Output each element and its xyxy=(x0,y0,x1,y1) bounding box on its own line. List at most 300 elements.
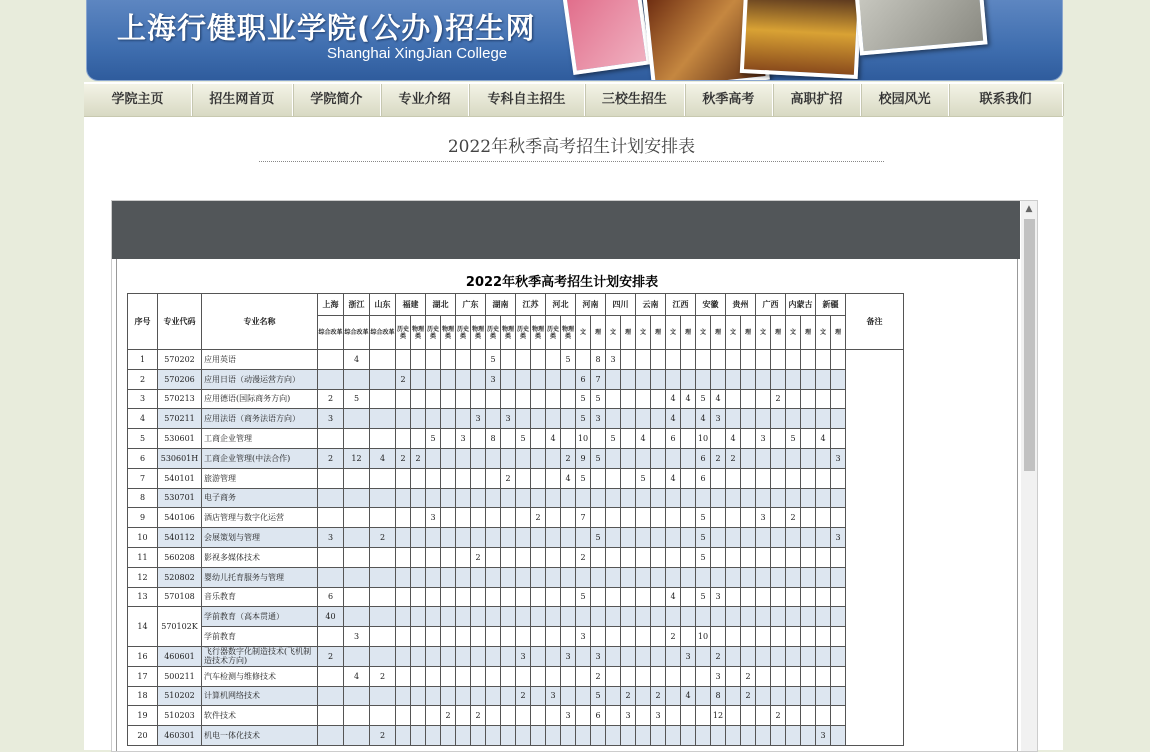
cell-value xyxy=(370,607,396,627)
cell-value: 2 xyxy=(786,508,801,528)
nav-item-7[interactable]: 高职扩招 xyxy=(773,84,861,116)
cell-value xyxy=(561,488,576,508)
cell-seq: 17 xyxy=(128,666,158,686)
cell-value xyxy=(486,646,501,666)
cell-value xyxy=(426,627,441,647)
cell-value xyxy=(711,468,726,488)
table-row xyxy=(128,547,904,567)
cell-value xyxy=(531,350,546,370)
cell-value xyxy=(370,706,396,726)
cell-value xyxy=(426,409,441,429)
cell-value xyxy=(318,726,344,746)
cell-value: 5 xyxy=(696,528,711,548)
cell-value xyxy=(370,369,396,389)
cell-code: 570206 xyxy=(158,369,202,389)
cell-value xyxy=(546,607,561,627)
cell-code: 540106 xyxy=(158,508,202,528)
cell-value xyxy=(726,488,741,508)
header-subcategory: 物理类 xyxy=(471,316,486,350)
header-subcategory: 理 xyxy=(621,316,636,350)
header-province: 内蒙古 xyxy=(786,294,816,316)
cell-value xyxy=(344,409,370,429)
cell-value xyxy=(531,409,546,429)
cell-value xyxy=(651,547,666,567)
nav-item-8[interactable]: 校园风光 xyxy=(861,84,949,116)
cell-value: 2 xyxy=(318,448,344,468)
cell-value xyxy=(426,488,441,508)
cell-value xyxy=(621,627,636,647)
cell-name: 飞行器数字化制造技术(飞机制造技术方向) xyxy=(202,646,318,666)
cell-value xyxy=(471,350,486,370)
cell-value xyxy=(344,429,370,449)
cell-value xyxy=(591,567,606,587)
cell-value xyxy=(426,528,441,548)
cell-value: 2 xyxy=(471,706,486,726)
nav-item-2[interactable]: 学院简介 xyxy=(293,84,381,116)
header-subcategory: 历史类 xyxy=(546,316,561,350)
cell-value xyxy=(666,567,681,587)
cell-value: 3 xyxy=(816,726,831,746)
table-row xyxy=(128,726,904,746)
cell-value xyxy=(771,429,786,449)
cell-name: 会展策划与管理 xyxy=(202,528,318,548)
site-title: 上海行健职业学院(公办)招生网 xyxy=(117,11,536,45)
cell-value: 4 xyxy=(344,350,370,370)
cell-value xyxy=(636,706,651,726)
site-subtitle: Shanghai XingJian College xyxy=(327,45,508,62)
cell-value xyxy=(471,587,486,607)
cell-value xyxy=(501,547,516,567)
cell-seq: 3 xyxy=(128,389,158,409)
cell-value xyxy=(621,508,636,528)
cell-value xyxy=(318,686,344,706)
cell-value xyxy=(801,528,816,548)
header-province: 四川 xyxy=(606,294,636,316)
cell-value xyxy=(831,389,846,409)
cell-value xyxy=(786,409,801,429)
cell-value: 5 xyxy=(576,587,591,607)
cell-value xyxy=(681,429,696,449)
cell-value: 7 xyxy=(576,508,591,528)
cell-value xyxy=(516,488,531,508)
cell-name: 机电一体化技术 xyxy=(202,726,318,746)
cell-value xyxy=(831,686,846,706)
cell-value xyxy=(516,448,531,468)
table-row xyxy=(128,666,904,686)
cell-value xyxy=(606,547,621,567)
cell-value xyxy=(576,607,591,627)
cell-value xyxy=(771,468,786,488)
cell-value: 6 xyxy=(696,448,711,468)
nav-item-9[interactable]: 联系我们 xyxy=(949,84,1063,116)
cell-value xyxy=(756,389,771,409)
cell-value: 5 xyxy=(486,350,501,370)
cell-value: 2 xyxy=(471,547,486,567)
cell-value xyxy=(741,646,756,666)
cell-value xyxy=(456,686,471,706)
viewer-toolbar-area xyxy=(112,201,1020,259)
cell-value xyxy=(396,646,411,666)
header-subcategory: 历史类 xyxy=(426,316,441,350)
cell-value: 3 xyxy=(516,646,531,666)
header-subcategory: 物理类 xyxy=(441,316,456,350)
cell-value xyxy=(486,389,501,409)
cell-value xyxy=(741,627,756,647)
table-row xyxy=(128,686,904,706)
cell-seq: 18 xyxy=(128,686,158,706)
cell-value xyxy=(411,409,426,429)
header-code: 专业代码 xyxy=(158,294,202,350)
cell-value xyxy=(516,508,531,528)
cell-value xyxy=(681,547,696,567)
cell-seq: 7 xyxy=(128,468,158,488)
cell-value xyxy=(426,607,441,627)
cell-value: 5 xyxy=(636,468,651,488)
cell-name: 婴幼儿托育服务与管理 xyxy=(202,567,318,587)
cell-value xyxy=(441,389,456,409)
cell-value xyxy=(441,350,456,370)
cell-value xyxy=(426,389,441,409)
cell-value xyxy=(501,646,516,666)
cell-value: 3 xyxy=(756,429,771,449)
cell-value xyxy=(318,468,344,488)
nav-item-6[interactable]: 秋季高考 xyxy=(685,84,773,116)
cell-value xyxy=(546,547,561,567)
cell-value xyxy=(711,567,726,587)
header-subcategory: 物理类 xyxy=(501,316,516,350)
cell-value xyxy=(486,607,501,627)
table-row xyxy=(128,646,904,666)
header-province: 上海 xyxy=(318,294,344,316)
cell-value xyxy=(801,468,816,488)
cell-value xyxy=(411,488,426,508)
cell-value: 3 xyxy=(456,429,471,449)
header-subcategory: 理 xyxy=(651,316,666,350)
cell-value: 3 xyxy=(486,369,501,389)
cell-value xyxy=(456,547,471,567)
cell-code: 570108 xyxy=(158,587,202,607)
cell-value xyxy=(636,646,651,666)
cell-note xyxy=(846,350,904,746)
cell-value xyxy=(606,528,621,548)
cell-name: 应用英语 xyxy=(202,350,318,370)
cell-value xyxy=(370,508,396,528)
header-subcategory: 综合改革 xyxy=(318,316,344,350)
cell-value xyxy=(441,587,456,607)
cell-value xyxy=(411,468,426,488)
cell-value xyxy=(441,488,456,508)
cell-value xyxy=(516,627,531,647)
cell-value xyxy=(486,686,501,706)
cell-value xyxy=(816,646,831,666)
cell-value xyxy=(786,706,801,726)
cell-value xyxy=(471,389,486,409)
cell-value xyxy=(666,369,681,389)
cell-value: 5 xyxy=(591,686,606,706)
cell-value xyxy=(396,508,411,528)
cell-value: 2 xyxy=(516,686,531,706)
cell-value xyxy=(576,567,591,587)
cell-value xyxy=(344,369,370,389)
cell-value: 5 xyxy=(696,389,711,409)
cell-value: 3 xyxy=(576,627,591,647)
nav-item-3[interactable]: 专业介绍 xyxy=(381,84,469,116)
header-province: 安徽 xyxy=(696,294,726,316)
cell-value xyxy=(531,686,546,706)
scroll-up-arrow-icon[interactable]: ▲ xyxy=(1025,204,1033,214)
cell-value xyxy=(816,409,831,429)
cell-value xyxy=(801,429,816,449)
header-subcategory: 文 xyxy=(666,316,681,350)
cell-value xyxy=(344,726,370,746)
cell-value: 3 xyxy=(546,686,561,706)
cell-value xyxy=(621,448,636,468)
cell-value xyxy=(636,627,651,647)
cell-value xyxy=(471,726,486,746)
cell-value xyxy=(396,686,411,706)
cell-code: 520802 xyxy=(158,567,202,587)
cell-value xyxy=(546,488,561,508)
pdf-viewer[interactable] xyxy=(111,200,1038,752)
cell-value: 4 xyxy=(344,666,370,686)
cell-value xyxy=(396,350,411,370)
cell-value: 2 xyxy=(621,686,636,706)
cell-value: 2 xyxy=(591,666,606,686)
cell-value xyxy=(816,350,831,370)
cell-value xyxy=(456,567,471,587)
header-subcategory: 理 xyxy=(591,316,606,350)
cell-value xyxy=(681,369,696,389)
cell-value xyxy=(561,567,576,587)
cell-value xyxy=(801,567,816,587)
cell-value xyxy=(516,666,531,686)
cell-value xyxy=(636,607,651,627)
cell-value xyxy=(621,528,636,548)
cell-value xyxy=(666,448,681,468)
cell-value xyxy=(411,706,426,726)
cell-value xyxy=(531,488,546,508)
cell-value xyxy=(606,448,621,468)
cell-value: 3 xyxy=(591,409,606,429)
cell-value xyxy=(318,627,344,647)
cell-value xyxy=(681,706,696,726)
cell-value: 4 xyxy=(666,409,681,429)
cell-value xyxy=(546,409,561,429)
cell-value xyxy=(756,587,771,607)
cell-value: 3 xyxy=(711,409,726,429)
cell-value xyxy=(771,567,786,587)
cell-value xyxy=(531,627,546,647)
header-subcategory: 综合改革 xyxy=(344,316,370,350)
cell-value xyxy=(591,726,606,746)
header-province: 贵州 xyxy=(726,294,756,316)
cell-value xyxy=(546,706,561,726)
cell-value xyxy=(696,488,711,508)
cell-name: 旅游管理 xyxy=(202,468,318,488)
nav-item-4[interactable]: 专科自主招生 xyxy=(469,84,585,116)
cell-value xyxy=(741,369,756,389)
table-row xyxy=(128,587,904,607)
cell-value: 5 xyxy=(696,587,711,607)
cell-value xyxy=(651,369,666,389)
banner-photo-certificate xyxy=(561,0,650,75)
cell-value xyxy=(561,429,576,449)
cell-value xyxy=(696,686,711,706)
cell-value xyxy=(344,528,370,548)
cell-value xyxy=(711,488,726,508)
cell-value xyxy=(801,587,816,607)
cell-value xyxy=(370,567,396,587)
cell-value xyxy=(396,587,411,607)
cell-seq: 8 xyxy=(128,488,158,508)
scrollbar-thumb[interactable] xyxy=(1024,219,1035,471)
cell-value xyxy=(726,686,741,706)
viewer-scrollbar[interactable] xyxy=(1021,201,1037,751)
cell-value xyxy=(501,369,516,389)
cell-value xyxy=(801,369,816,389)
cell-value xyxy=(441,468,456,488)
cell-value xyxy=(370,409,396,429)
cell-code: 460301 xyxy=(158,726,202,746)
cell-seq: 20 xyxy=(128,726,158,746)
cell-value xyxy=(471,646,486,666)
cell-value xyxy=(606,686,621,706)
cell-value xyxy=(696,646,711,666)
cell-value xyxy=(681,508,696,528)
cell-seq: 1 xyxy=(128,350,158,370)
cell-value xyxy=(606,706,621,726)
cell-value xyxy=(771,448,786,468)
cell-value xyxy=(501,488,516,508)
cell-value xyxy=(621,666,636,686)
cell-value xyxy=(801,389,816,409)
cell-value xyxy=(771,528,786,548)
page-title: 2022年秋季高考招生计划安排表 xyxy=(259,132,884,162)
cell-value xyxy=(441,369,456,389)
cell-value xyxy=(831,547,846,567)
nav-item-1[interactable]: 招生网首页 xyxy=(192,84,293,116)
cell-value: 5 xyxy=(576,468,591,488)
cell-name: 学前教育 xyxy=(202,627,318,647)
cell-value xyxy=(786,389,801,409)
cell-value xyxy=(411,726,426,746)
cell-value xyxy=(561,607,576,627)
cell-value xyxy=(756,547,771,567)
cell-value xyxy=(726,389,741,409)
cell-value: 10 xyxy=(696,429,711,449)
cell-value xyxy=(531,389,546,409)
cell-value: 4 xyxy=(681,389,696,409)
cell-value xyxy=(606,488,621,508)
cell-value xyxy=(741,607,756,627)
cell-value xyxy=(456,646,471,666)
cell-value xyxy=(546,468,561,488)
cell-value: 2 xyxy=(318,646,344,666)
cell-value xyxy=(370,389,396,409)
cell-code: 530701 xyxy=(158,488,202,508)
cell-value xyxy=(726,607,741,627)
cell-value xyxy=(606,646,621,666)
cell-value xyxy=(471,508,486,528)
cell-value xyxy=(516,547,531,567)
cell-value: 3 xyxy=(711,587,726,607)
cell-value xyxy=(756,627,771,647)
header-province: 广西 xyxy=(756,294,786,316)
cell-value: 12 xyxy=(711,706,726,726)
cell-value xyxy=(621,488,636,508)
header-province: 河北 xyxy=(546,294,576,316)
cell-value xyxy=(816,607,831,627)
cell-value xyxy=(501,587,516,607)
nav-item-0[interactable]: 学院主页 xyxy=(84,84,192,116)
cell-value: 5 xyxy=(516,429,531,449)
header-subcategory: 理 xyxy=(681,316,696,350)
cell-value xyxy=(501,508,516,528)
header-subcategory: 文 xyxy=(696,316,711,350)
cell-value xyxy=(666,350,681,370)
cell-value xyxy=(636,409,651,429)
cell-value xyxy=(471,666,486,686)
cell-value xyxy=(636,567,651,587)
cell-value: 2 xyxy=(501,468,516,488)
cell-value xyxy=(621,646,636,666)
cell-value xyxy=(344,508,370,528)
cell-value xyxy=(831,666,846,686)
cell-value: 5 xyxy=(426,429,441,449)
cell-value xyxy=(486,508,501,528)
cell-value xyxy=(831,726,846,746)
cell-value xyxy=(741,448,756,468)
cell-value xyxy=(471,627,486,647)
cell-value xyxy=(831,567,846,587)
cell-value xyxy=(816,706,831,726)
cell-value xyxy=(396,607,411,627)
cell-value: 2 xyxy=(370,666,396,686)
cell-value: 2 xyxy=(561,448,576,468)
header-subcategory: 物理类 xyxy=(411,316,426,350)
cell-value: 6 xyxy=(696,468,711,488)
cell-value: 4 xyxy=(561,468,576,488)
cell-value xyxy=(801,646,816,666)
cell-value xyxy=(831,627,846,647)
cell-value: 3 xyxy=(591,646,606,666)
cell-value xyxy=(426,706,441,726)
cell-value xyxy=(486,488,501,508)
cell-value xyxy=(516,468,531,488)
cell-value xyxy=(516,706,531,726)
cell-value xyxy=(441,666,456,686)
cell-value xyxy=(651,567,666,587)
cell-value: 4 xyxy=(666,468,681,488)
cell-value xyxy=(441,429,456,449)
cell-name: 应用法语（商务法语方向） xyxy=(202,409,318,429)
cell-value xyxy=(711,627,726,647)
cell-value xyxy=(501,429,516,449)
cell-value xyxy=(344,587,370,607)
cell-value xyxy=(501,706,516,726)
cell-value xyxy=(786,646,801,666)
cell-value: 2 xyxy=(711,448,726,468)
cell-value xyxy=(531,706,546,726)
cell-value: 4 xyxy=(666,587,681,607)
cell-value: 2 xyxy=(531,508,546,528)
cell-value xyxy=(486,448,501,468)
nav-item-5[interactable]: 三校生招生 xyxy=(585,84,685,116)
cell-value xyxy=(318,567,344,587)
cell-value xyxy=(411,547,426,567)
cell-value xyxy=(666,488,681,508)
cell-value xyxy=(771,488,786,508)
